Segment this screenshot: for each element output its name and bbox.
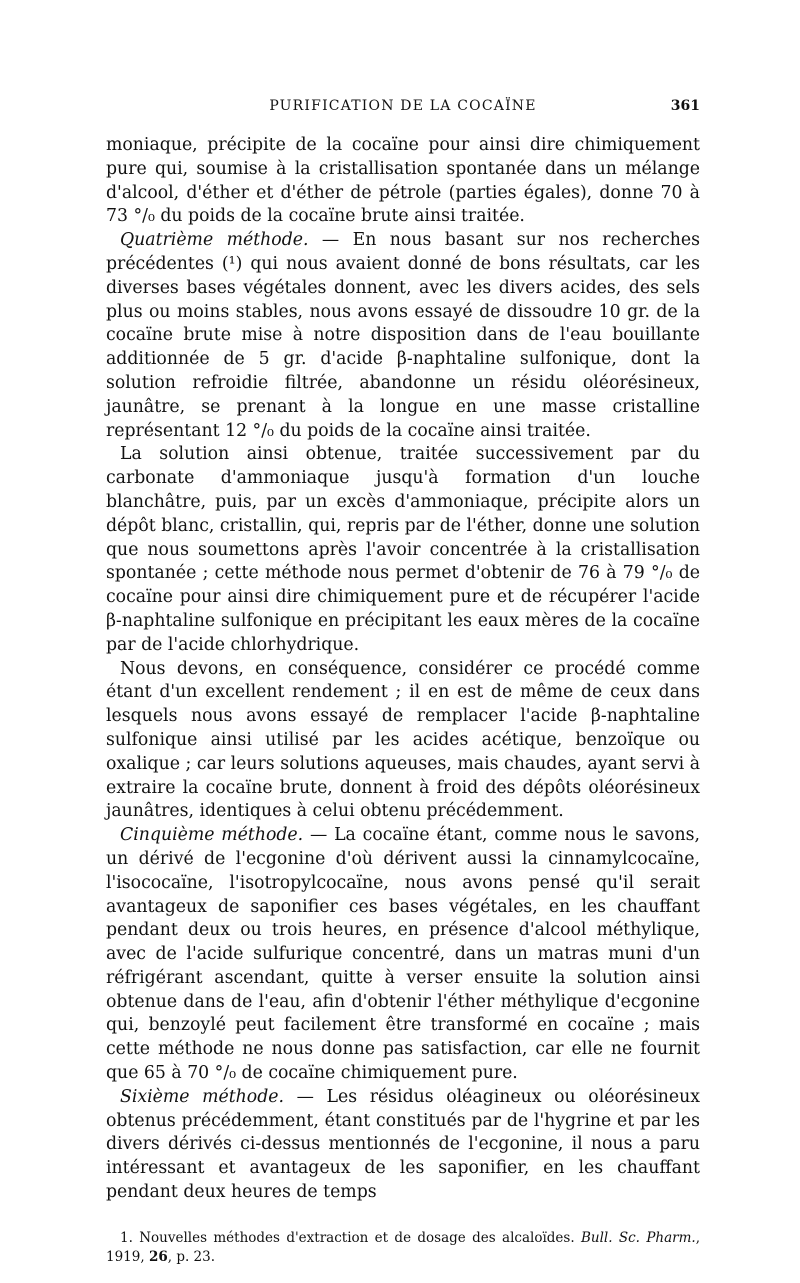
paragraph-text: — La cocaïne étant, comme nous le savons, un dérivé de l'ecgonine d'où dérivent aussi la cinnamylcocaïne, l'isococaïne, l'isotropylcocaïne, nous avons pensé qu'il serait avantageux de saponifier ces bases végétales, en les chauffant pendant deux ou trois heures, en présence d'alcool méthylique, avec de l'acide sulfurique concentré, dans un matras muni d'un réfrigérant ascendant, quitte à verser ensuite la solution ainsi obtenue dans de l'eau, afin d'obtenir l'éther méthylique d'ecgonine qui, benzoylé peut facilement être transformé en cocaïne ; mais cette méthode ne nous donne pas satisfaction, car elle ne fournit que 65 à 70 °/₀ de cocaïne chimiquement pure. — [106, 825, 700, 1084]
book-page — [106, 98, 700, 1267]
paragraph-fourth-method — [106, 229, 700, 443]
paragraph-text: Nous devons, en conséquence, considérer ce procédé comme étant d'un excellent rendement ; il en est de même de ceux dans lesquels nous avons essayé de remplacer l'acide β-naphtaline sulfonique ainsi utilisé par les acides acétique, benzoïque ou oxalique ; car leurs solutions aqueuses, mais chaudes, ayant servi à extraire la cocaïne brute, donnent à froid des dépôts oléorésineux jaunâtres, identiques à celui obtenu précédemment. — [106, 658, 700, 822]
footnote-source: Bull. Sc. Pharm. — [580, 1229, 696, 1246]
running-header — [106, 98, 700, 120]
paragraph-text: — Les résidus oléagineux ou oléorésineux obtenus précédemment, étant constitués par de l'hygrine et par les divers dérivés ci-dessus mentionnés de l'ecgonine, il nous a paru intéressant et avantageux de les saponifier, en les chauffant pendant deux heures de temps — [106, 1086, 700, 1203]
method-title: Cinquième méthode. — [120, 825, 304, 846]
paragraph-text: — En nous basant sur nos recherches précédentes (¹) qui nous avaient donné de bons résultats, car les diverses bases végétales donnent, avec les divers acides, des sels plus ou moins stables, nous avons essayé de dissoudre 10 gr. de la cocaïne brute mise à notre disposition dans de l'eau bouillante additionnée de 5 gr. d'acide β-naphtaline sulfonique, dont la solution refroidie filtrée, abandonne un résidu oléorésineux, jaunâtre, se prenant à la longue en une masse cristalline représentant 12 °/₀ du poids de la cocaïne ainsi traitée. — [106, 230, 700, 441]
running-title: PURIFICATION DE LA COCAÏNE — [269, 98, 537, 114]
paragraph-solution — [106, 443, 700, 657]
paragraph-text: La solution ainsi obtenue, traitée successivement par du carbonate d'ammoniaque jusqu'à formation d'un louche blanchâtre, puis, par un excès d'ammoniaque, précipite alors un dépôt blanc, cristallin, qui, repris par de l'éther, donne une solution que nous soumettons après l'avoir concentrée à la cristallisation spontanée ; cette méthode nous permet d'obtenir de 76 à 79 °/₀ de cocaïne pour ainsi dire chimiquement pure et de récupérer l'acide β-naphtaline sulfonique en précipitant les eaux mères de la cocaïne par de l'acide chlorhydrique. — [106, 444, 700, 655]
page-number: 361 — [670, 98, 700, 114]
paragraph-sixth-method — [106, 1086, 700, 1205]
footnote-text: 1. Nouvelles méthodes d'extraction et de dosage des alcaloïdes. — [120, 1229, 581, 1246]
paragraph-consequence — [106, 658, 700, 825]
footnote-pages: , p. 23. — [167, 1248, 216, 1265]
footnote-year: , 1919, — [106, 1229, 700, 1265]
method-title: Sixième méthode. — [120, 1086, 284, 1107]
method-title: Quatrième méthode. — [120, 230, 309, 251]
footnote — [106, 1229, 700, 1267]
paragraph-continuation — [106, 134, 700, 229]
footnote-volume: 26 — [148, 1248, 168, 1265]
paragraph-fifth-method — [106, 824, 700, 1086]
paragraph-text: moniaque, précipite de la cocaïne pour ainsi dire chimiquement pure qui, soumise à la cristallisation spontanée dans un mélange d'alcool, d'éther et d'éther de pétrole (parties égales), donne 70 à 73 °/₀ du poids de la cocaïne brute ainsi traitée. — [106, 135, 700, 227]
body-text — [106, 134, 700, 1205]
